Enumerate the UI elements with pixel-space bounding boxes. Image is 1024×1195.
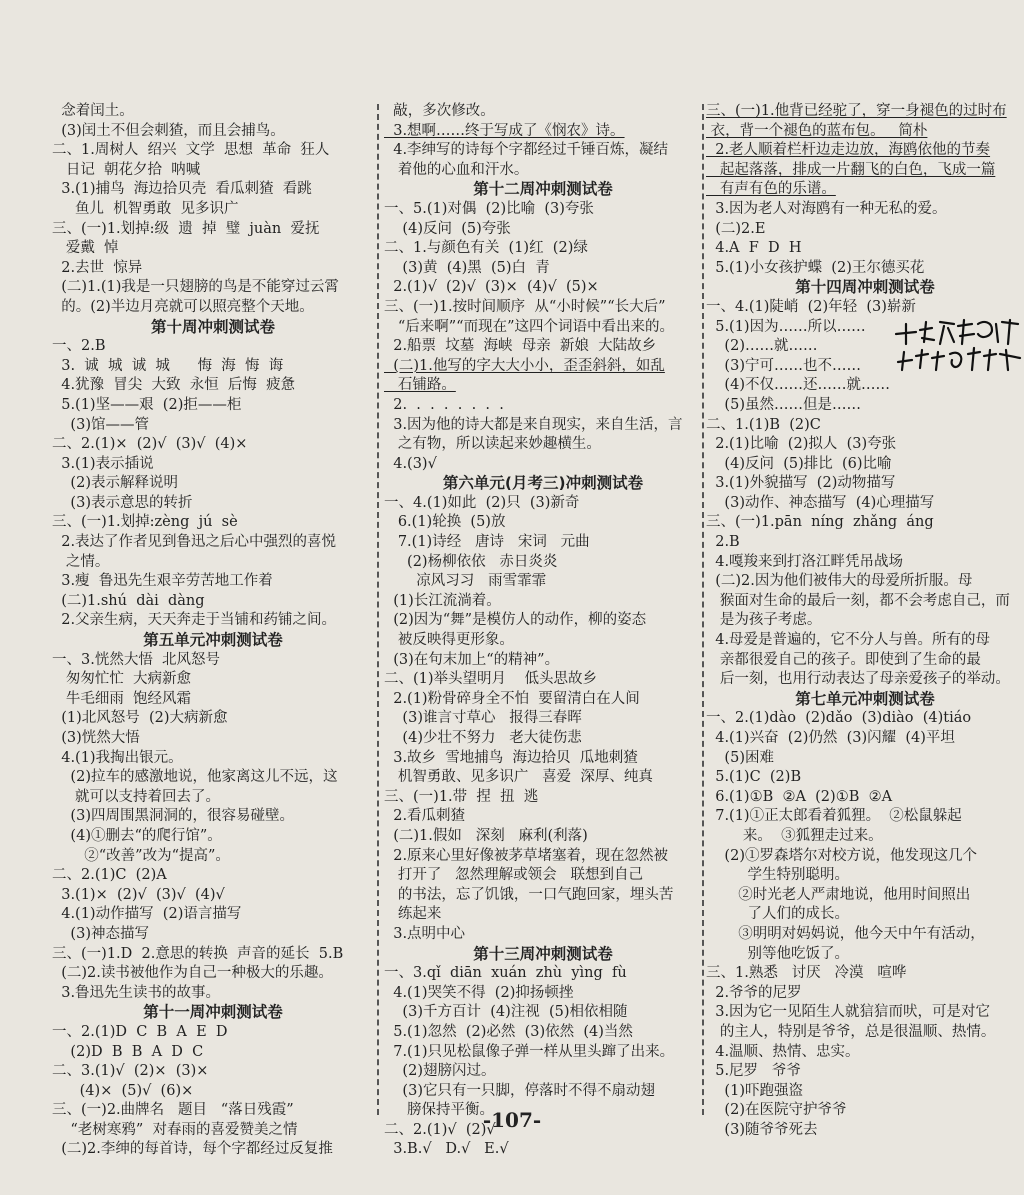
- answer-line: (2)……就……: [706, 338, 818, 355]
- answer-line: (3)馆——管: [52, 416, 149, 433]
- answer-line: 是为孩子考虑。: [706, 612, 822, 629]
- answer-line: 7.(1)①正太郎看着狐狸。 ②松鼠躲起: [706, 808, 962, 825]
- answer-line: (3)千方百计 (4)注视 (5)相依相随: [384, 1004, 628, 1021]
- answer-line: 4.(1)动作描写 (2)语言描写: [52, 906, 242, 923]
- answer-line: 一、3.恍然大悟 北风怒号: [52, 651, 221, 668]
- answer-line: 衣，背一个褪色的蓝布包。 简朴: [706, 122, 928, 139]
- section-heading: 第十周冲刺测试卷: [150, 317, 275, 336]
- answer-line: 牛毛细雨 饱经风霜: [52, 690, 192, 707]
- answer-line: 一、2.(1)D C B A E D: [52, 1023, 228, 1040]
- answer-line: 一、2.B: [52, 338, 106, 355]
- answer-line: (二)1.他写的字大大小小，歪歪斜斜，如乱: [384, 357, 665, 374]
- answer-line: 三、(一)2.曲牌名 题目 “落日残霞”: [52, 1102, 294, 1119]
- answer-line: 鱼儿 机智勇敢 见多识广: [52, 200, 239, 217]
- answer-line: 3.(1)捕鸟 海边拾贝壳 看瓜刺猹 看跳: [52, 181, 312, 198]
- section-heading: 第六单元(月考三)冲刺测试卷: [442, 474, 644, 493]
- answer-line: 一、2.(1)dào (2)dǎo (3)diào (4)tiáo: [706, 710, 972, 727]
- answer-line: 着他的心血和汗水。: [384, 161, 529, 178]
- answer-line: 别等他吃饭了。: [706, 945, 849, 962]
- answer-line: 5.(1)忽然 (2)必然 (3)依然 (4)当然: [384, 1023, 633, 1040]
- answer-line: 2.爷爷的尼罗: [706, 984, 802, 1001]
- answer-line: (1)吓跑强盗: [706, 1082, 803, 1099]
- answer-line: 4.(1)我掏出银元。: [52, 749, 183, 766]
- answer-line: 二、2.(1)√ (2)√: [384, 1121, 496, 1138]
- answer-line: (4)反问 (5)夸张: [384, 220, 511, 237]
- answer-line: (2)因为“舞”是模仿人的动作，柳的姿态: [384, 612, 647, 629]
- answer-line: (3)随爷爷死去: [706, 1121, 818, 1138]
- answer-line: 4.嘎羧来到打洛江畔凭吊战场: [706, 553, 904, 570]
- handwritten-watermark: [888, 304, 1024, 374]
- answer-line: (3)表示意思的转折: [52, 494, 193, 511]
- answer-line: (二)2.因为他们被伟大的母爱所折服。母: [706, 573, 973, 590]
- answer-line: 二、1.周树人 绍兴 文学 思想 革命 狂人: [52, 142, 330, 159]
- answer-line: 亲都很爱自己的孩子。即使到了生命的最: [706, 651, 981, 668]
- answer-line: 打开了 忽然理解或领会 联想到自己: [384, 867, 643, 884]
- answer-line: 三、(一)1.带 捏 扭 逃: [384, 788, 539, 805]
- answer-line: (5)虽然……但是……: [706, 396, 861, 413]
- answer-line: 2.去世 惊异: [52, 259, 143, 276]
- answer-line: 后一刻，也用行动表达了母亲爱孩子的举动。: [706, 671, 1010, 688]
- answer-line: 练起来: [384, 906, 442, 923]
- answer-line: 2.(1)比喻 (2)拟人 (3)夸张: [706, 436, 897, 453]
- answer-line: 2.(1)√ (2)√ (3)× (4)√ (5)×: [384, 279, 599, 296]
- answer-line: 匆匆忙忙 大病新愈: [52, 671, 192, 688]
- answer-line: (2)①罗森塔尔对校方说，他发现这几个: [706, 847, 977, 864]
- answer-line: 4.温顺、热情、忠实。: [706, 1043, 860, 1060]
- answer-line: (3)闰土不但会刺猹，而且会捕鸟。: [52, 122, 285, 139]
- answer-line: (3)在句末加上“的精神”。: [384, 651, 560, 668]
- section-heading: 第十一周冲刺测试卷: [143, 1003, 283, 1022]
- answer-line: 4.犹豫 冒尖 大致 永恒 后悔 疲惫: [52, 377, 296, 394]
- answer-line: (3)四周围黑洞洞的，很容易碰壁。: [52, 808, 294, 825]
- answer-line: (4)不仅……还……就……: [706, 377, 890, 394]
- answer-line: 三、(一)1.D 2.意思的转换 声音的延长 5.B: [52, 945, 344, 962]
- answer-line: (2)表示解释说明: [52, 475, 178, 492]
- answer-line: “老树寒鸦” 对春雨的喜爱赞美之情: [52, 1121, 298, 1138]
- answer-line: 三、(一)1.划掉:zèng jú sè: [52, 514, 238, 531]
- answer-line: 3.因为他的诗大都是来自现实，来自生活，言: [384, 416, 683, 433]
- answer-line: 凉风习习 雨雪霏霏: [384, 573, 547, 590]
- answer-line: 5.(1)因为……所以……: [706, 318, 866, 335]
- page-number: -107-: [482, 1108, 542, 1132]
- section-heading: 第十三周冲刺测试卷: [473, 944, 613, 963]
- answer-line: 3.因为老人对海鸥有一种无私的爱。: [706, 200, 947, 217]
- answer-line: 来。 ③狐狸走过来。: [706, 827, 883, 844]
- answer-line: (2)D B B A D C: [52, 1043, 204, 1060]
- answer-line: 的书法，忘了饥饿，一口气跑回家，埋头苦: [384, 886, 674, 903]
- answer-line: (1)长江流淌着。: [384, 592, 501, 609]
- answer-line: (二)1.假如 深刻 麻利(利落): [384, 827, 588, 844]
- answer-line: 起起落落，排成一片翻飞的白色，飞成一篇: [706, 161, 996, 178]
- answer-line: 2.父亲生病，天天奔走于当铺和药铺之间。: [52, 612, 337, 629]
- answer-line: 5.(1)坚——艰 (2)拒——柜: [52, 396, 242, 413]
- answer-line: ②“改善”改为“提高”。: [52, 847, 230, 864]
- answer-line: 3.(1)× (2)√ (3)√ (4)√: [52, 886, 225, 903]
- answer-line: (3)恍然大悟: [52, 730, 140, 746]
- answer-line: 3.故乡 雪地捕鸟 海边拾贝 瓜地刺猹: [384, 749, 638, 766]
- answer-line: 三、(一)1.按时间顺序 从“小时候”“长大后”: [384, 298, 666, 315]
- answer-line: (5)困难: [706, 749, 774, 766]
- answer-line: 3.(1)外貌描写 (2)动物描写: [706, 475, 896, 492]
- column-divider: [377, 104, 379, 1115]
- answer-line: 7.(1)诗经 唐诗 宋词 元曲: [384, 534, 590, 551]
- answer-line: 三、(一)1.pān níng zhǎng áng: [706, 514, 934, 531]
- answer-line: 5.尼罗 爷爷: [706, 1063, 801, 1080]
- column-middle: [384, 102, 702, 1160]
- answer-line: 就可以支持着回去了。: [52, 788, 221, 805]
- answer-line: 机智勇敢、见多识广 喜爱 深厚、纯真: [384, 769, 653, 786]
- answer-line: 爱戴 悼: [52, 240, 119, 257]
- answer-line: 三、(一)1.划掉:级 遗 掉 璧 juàn 爱抚: [52, 220, 320, 237]
- answer-line: 2.表达了作者见到鲁迅之后心中强烈的喜悦: [52, 534, 337, 551]
- answer-line: 2. . . . . . . .: [384, 396, 504, 413]
- answer-line: 之有物，所以读起来妙趣横生。: [384, 436, 601, 453]
- answer-line: (3)动作、神态描写 (4)心理描写: [706, 494, 935, 511]
- answer-line: (2)杨柳依依 赤日炎炎: [384, 553, 558, 570]
- answer-line: 4.(1)哭笑不得 (2)抑扬顿挫: [384, 984, 574, 1001]
- answer-line: 二、1.与颜色有关 (1)红 (2)绿: [384, 240, 588, 257]
- answer-line: 4.(3)√: [384, 455, 437, 472]
- answer-line: 二、(1)举头望明月 低头思故乡: [384, 671, 597, 688]
- answer-line: 的主人，特别是爷爷，总是很温顺、热情。: [706, 1023, 996, 1040]
- answer-line: 7.(1)只见松鼠像子弹一样从里头蹿了出来。: [384, 1043, 675, 1060]
- answer-line: (4)× (5)√ (6)×: [52, 1082, 194, 1099]
- answer-line: 学生特别聪明。: [706, 867, 849, 884]
- answer-line: ③明明对妈妈说，他今天中午有活动，: [706, 925, 985, 942]
- answer-line: 4.(1)兴奋 (2)仍然 (3)闪耀 (4)平坦: [706, 730, 955, 746]
- answer-line: (2)拉车的感激地说，他家离这儿不远，这: [52, 769, 338, 786]
- answer-line: 4.A F D H: [706, 240, 802, 257]
- section-heading: 第七单元冲刺测试卷: [795, 689, 935, 708]
- answer-line: (3)神态描写: [52, 925, 149, 942]
- answer-line: 3.鲁迅先生读书的故事。: [52, 984, 221, 1001]
- answer-line: 4.母爱是普遍的，它不分人与兽。所有的母: [706, 632, 991, 649]
- answer-line: 石铺路。: [384, 377, 456, 394]
- answer-line: 二、2.(1)× (2)√ (3)√ (4)×: [52, 436, 248, 453]
- handwriting-scribble: [888, 304, 1024, 374]
- answer-line: (4)反问 (5)排比 (6)比喻: [706, 455, 892, 472]
- answer-line: 3.点明中心: [384, 925, 466, 942]
- answer-line: 二、2.(1)C (2)A: [52, 867, 167, 884]
- answer-line: (4)①删去“的爬行馆”。: [52, 827, 222, 844]
- answer-line: 3.因为它一见陌生人就狺狺而吠，可是对它: [706, 1004, 991, 1021]
- answer-line: 一、4.(1)如此 (2)只 (3)新奇: [384, 494, 580, 511]
- answer-line: (二)2.李绅的每首诗，每个字都经过反复推: [52, 1141, 333, 1158]
- answer-line: 膀保持平衡。: [384, 1102, 495, 1119]
- answer-line: 3. 诚 城 诚 城 悔 海 悔 诲: [52, 357, 284, 374]
- answer-line: (4)少壮不努力 老大徒伤悲: [384, 730, 582, 746]
- section-heading: 第十二周冲刺测试卷: [473, 180, 613, 199]
- answer-line: 猴面对生命的最后一刻，都不会考虑自己，而: [706, 592, 1010, 609]
- answer-line: 二、1.(1)B (2)C: [706, 416, 821, 433]
- answer-line: 3.瘦 鲁迅先生艰辛劳苦地工作着: [52, 573, 273, 590]
- answer-line: 一、5.(1)对偶 (2)比喻 (3)夸张: [384, 200, 594, 217]
- section-heading: 第五单元冲刺测试卷: [143, 631, 283, 650]
- answer-line: 一、4.(1)陡峭 (2)年轻 (3)崭新: [706, 298, 916, 315]
- answer-line: (3)黄 (4)黑 (5)白 青: [384, 259, 550, 276]
- column-divider: [702, 104, 704, 1115]
- answer-line: (1)北风怒号 (2)大病新愈: [52, 710, 228, 727]
- answer-line: 念着闰土。: [52, 103, 134, 119]
- answer-line: 3.(1)表示插说: [52, 455, 154, 472]
- answer-line: 之情。: [52, 553, 110, 570]
- answer-line: 2.看瓜刺猹: [384, 808, 466, 825]
- answer-line: (3)谁言寸草心 报得三春晖: [384, 710, 582, 727]
- answer-line: 5.(1)小女孩护蝶 (2)王尔德买花: [706, 259, 925, 276]
- answer-line: 被反映得更形象。: [384, 632, 514, 649]
- answer-line: 3.想啊……终于写成了《悯农》诗。: [384, 122, 625, 139]
- answer-line: 6.(1)轮换 (5)放: [384, 514, 506, 531]
- answer-line: 的。(2)半边月亮就可以照亮整个天地。: [52, 298, 314, 315]
- column-right: [706, 102, 1024, 1140]
- answer-line: 2.(1)粉骨碎身全不怕 要留清白在人间: [384, 690, 640, 707]
- answer-line: 2.船票 坟墓 海峡 母亲 新娘 大陆故乡: [384, 338, 657, 355]
- answer-line: 4.李绅写的诗每个字都经过千锤百炼，凝结: [384, 142, 669, 159]
- answer-line: (二)2.读书被他作为自己一种极大的乐趣。: [52, 965, 333, 982]
- answer-line: (二)2.E: [706, 220, 766, 237]
- answer-line: “后来啊”“而现在”这四个词语中看出来的。: [384, 318, 674, 335]
- answer-line: 3.B.√ D.√ E.√: [384, 1141, 509, 1158]
- answer-line: 敲，多次修改。: [384, 103, 495, 119]
- answer-line: (3)宁可……也不……: [706, 357, 861, 374]
- section-heading: 第十四周冲刺测试卷: [795, 278, 935, 297]
- answer-line: 2.原来心里好像被茅草堵塞着，现在忽然被: [384, 847, 669, 864]
- answer-line: 二、3.(1)√ (2)× (3)×: [52, 1063, 209, 1080]
- answer-line: (2)翅膀闪过。: [384, 1063, 496, 1080]
- answer-line: 三、(一)1.他背已经驼了，穿一身褪色的过时布: [706, 103, 1007, 119]
- answer-line: 2.B: [706, 534, 740, 551]
- answer-line: (2)在医院守护爷爷: [706, 1102, 847, 1119]
- answer-line: 日记 朝花夕拾 呐喊: [52, 161, 201, 178]
- answer-line: 了人们的成长。: [706, 906, 849, 923]
- answer-line: 5.(1)C (2)B: [706, 769, 802, 786]
- answer-line: 一、3.qǐ diān xuán zhù yìng fù: [384, 965, 627, 982]
- answer-line: ②时光老人严肃地说，他用时间照出: [706, 886, 971, 903]
- answer-line: (3)它只有一只脚，停落时不得不扇动翅: [384, 1082, 655, 1099]
- answer-line: 有声有色的乐谱。: [706, 181, 836, 198]
- answer-line: 三、1.熟悉 讨厌 冷漠 喧哗: [706, 965, 907, 982]
- column-left: [52, 102, 374, 1160]
- answer-line: 2.老人顺着栏杆边走边放，海鸥依他的节奏: [706, 142, 991, 159]
- answer-line: 6.(1)①B ②A (2)①B ②A: [706, 788, 893, 805]
- answer-line: (二)1.shú dài dàng: [52, 592, 205, 609]
- answer-line: (二)1.(1)我是一只翅膀的鸟是不能穿过云霄: [52, 279, 339, 296]
